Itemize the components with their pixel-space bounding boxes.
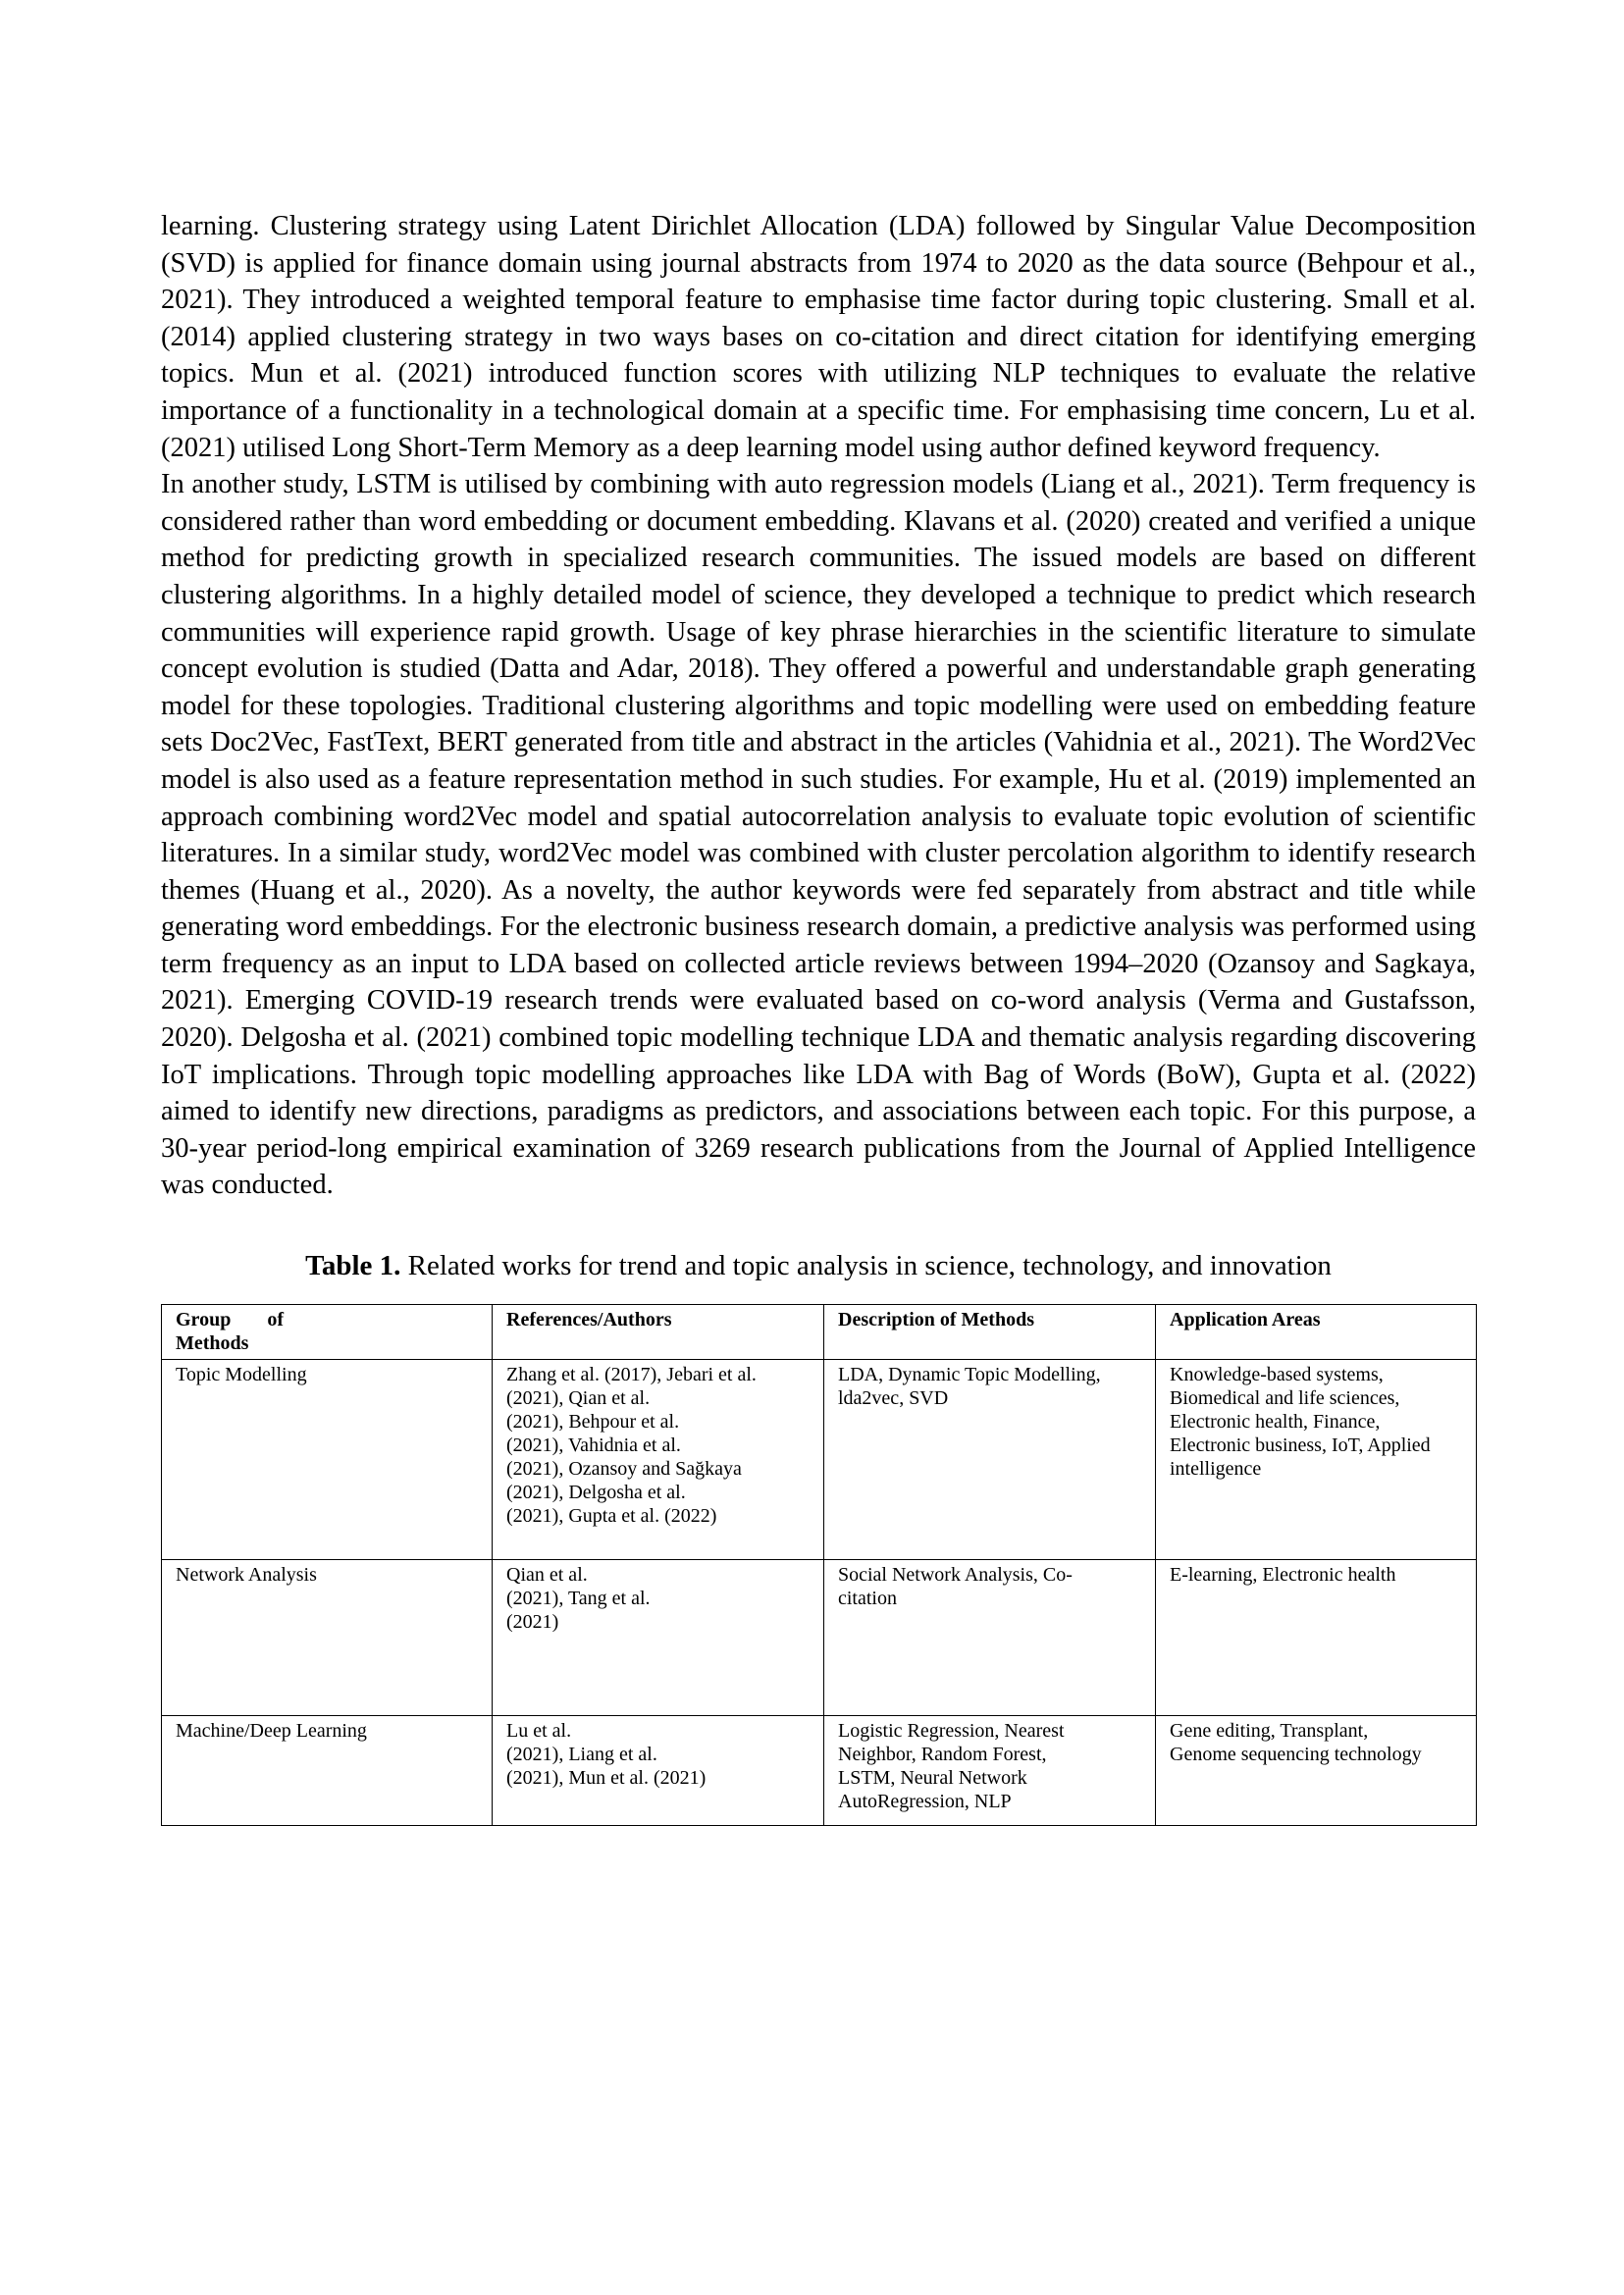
table-row [162, 1716, 1477, 1826]
description-line: citation [838, 1588, 897, 1610]
header-group-word: Group [176, 1309, 232, 1331]
body-paragraph-2: In another study, LSTM is utilised by combining with auto regression models (Liang et al., 2021). Term frequency is considered rather than word embedding or document embedding. Klavans et al. (2020) created and verified a unique method for predicting growth in specialized research communities. The issued models are based on different clustering algorithms. In a highly detailed model of science, they developed a technique to predict which research communities will experience rapid growth. Usage of key phrase hierarchies in the scientific literature to simulate concept evolution is studied (Datta and Adar, 2018). They offered a powerful and understandable graph generating model for these topologies. Traditional clustering algorithms and topic modelling were used on embedding feature sets Doc2Vec, FastText, BERT generated from title and abstract in the articles (Vahidnia et al., 2021). The Word2Vec model is also used as a feature representation method in such studies. For example, Hu et al. (2019) implemented an approach combining word2Vec model and spatial autocorrelation analysis to evaluate topic evolution of scientific literatures. In a similar study, word2Vec model was combined with cluster percolation algorithm to identify research themes (Huang et al., 2020). As a novelty, the author keywords were fed separately from abstract and title while generating word embeddings. For the electronic business research domain, a predictive analysis was performed using term frequency as an input to LDA based on collected article reviews between 1994–2020 (Ozansoy and Sagkaya, 2021). Emerging COVID-19 research trends were evaluated based on co-word analysis (Verma and Gustafsson, 2020). Delgosha et al. (2021) combined topic modelling technique LDA and thematic analysis regarding discovering IoT implications. Through topic modelling approaches like LDA with Bag of Words (BoW), Gupta et al. (2022) aimed to identify new directions, paradigms as predictors, and associations between each topic. For this purpose, a 30-year period-long empirical examination of 3269 research publications from the Journal of Applied Intelligence was conducted. [161, 469, 1476, 1201]
page-content [161, 208, 1476, 1826]
table-header-row [162, 1305, 1477, 1360]
cell-group: Topic Modelling [162, 1360, 493, 1560]
cell-application [1156, 1716, 1477, 1826]
description-line: LDA, Dynamic Topic Modelling, [838, 1364, 1101, 1386]
description-line: Logistic Regression, Nearest [838, 1720, 1065, 1743]
cell-description [824, 1716, 1156, 1826]
application-line: Electronic business, IoT, Applied [1170, 1434, 1431, 1457]
description-line: Neighbor, Random Forest, [838, 1744, 1047, 1766]
table-row [162, 1560, 1477, 1716]
references-line: Qian et al. [506, 1564, 588, 1587]
table-caption-text: Related works for trend and topic analysis in science, technology, and innovation [400, 1250, 1332, 1282]
application-line: E-learning, Electronic health [1170, 1564, 1396, 1587]
cell-application [1156, 1360, 1477, 1560]
description-line: LSTM, Neural Network [838, 1767, 1027, 1790]
references-line: (2021), Gupta et al. (2022) [506, 1505, 717, 1528]
header-group-of-methods [162, 1305, 493, 1360]
cell-application [1156, 1560, 1477, 1716]
application-line: Genome sequencing technology [1170, 1744, 1422, 1766]
description-line: lda2vec, SVD [838, 1387, 949, 1410]
cell-description [824, 1560, 1156, 1716]
related-works-table [161, 1304, 1477, 1826]
application-line: intelligence [1170, 1458, 1262, 1481]
header-application: Application Areas [1156, 1305, 1477, 1360]
table-row [162, 1360, 1477, 1560]
references-line: Zhang et al. (2017), Jebari et al. [506, 1364, 757, 1386]
references-line: (2021), Behpour et al. [506, 1411, 680, 1434]
references-line: (2021), Qian et al. [506, 1387, 651, 1410]
cell-references [493, 1716, 824, 1826]
table-caption [161, 1247, 1476, 1284]
references-line: Lu et al. [506, 1720, 572, 1743]
references-line: (2021), Delgosha et al. [506, 1482, 686, 1504]
references-line: (2021), Ozansoy and Sağkaya [506, 1458, 742, 1481]
application-line: Gene editing, Transplant, [1170, 1720, 1369, 1743]
cell-references [493, 1360, 824, 1560]
description-line: AutoRegression, NLP [838, 1791, 1012, 1813]
references-line: (2021), Vahidnia et al. [506, 1434, 681, 1457]
header-of-word: of [267, 1309, 284, 1331]
table-caption-label: Table 1. [305, 1250, 401, 1282]
references-line: (2021), Liang et al. [506, 1744, 657, 1766]
cell-group: Machine/Deep Learning [162, 1716, 493, 1826]
cell-description [824, 1360, 1156, 1560]
header-references: References/Authors [493, 1305, 824, 1360]
application-line: Biomedical and life sciences, [1170, 1387, 1400, 1410]
cell-group: Network Analysis [162, 1560, 493, 1716]
application-line: Electronic health, Finance, [1170, 1411, 1381, 1434]
references-line: (2021), Tang et al. [506, 1588, 651, 1610]
references-line: (2021), Mun et al. (2021) [506, 1767, 707, 1790]
references-line: (2021) [506, 1611, 559, 1634]
header-methods-word: Methods [176, 1332, 249, 1355]
description-line: Social Network Analysis, Co- [838, 1564, 1073, 1587]
body-paragraph-1: learning. Clustering strategy using Latent Dirichlet Allocation (LDA) followed by Singular Value Decomposition (SVD) is applied for finance domain using journal abstracts from 1974 to 2020 as the data source (Behpour et al., 2021). They introduced a weighted temporal feature to emphasise time factor during topic clustering. Small et al. (2014) applied clustering strategy in two ways bases on co-citation and direct citation for identifying emerging topics. Mun et al. (2021) introduced function scores with utilizing NLP techniques to evaluate the relative importance of a functionality in a technological domain at a specific time. For emphasising time concern, Lu et al. (2021) utilised Long Short-Term Memory as a deep learning model using author defined keyword frequency. [161, 211, 1476, 463]
cell-references [493, 1560, 824, 1716]
header-description: Description of Methods [824, 1305, 1156, 1360]
application-line: Knowledge-based systems, [1170, 1364, 1384, 1386]
